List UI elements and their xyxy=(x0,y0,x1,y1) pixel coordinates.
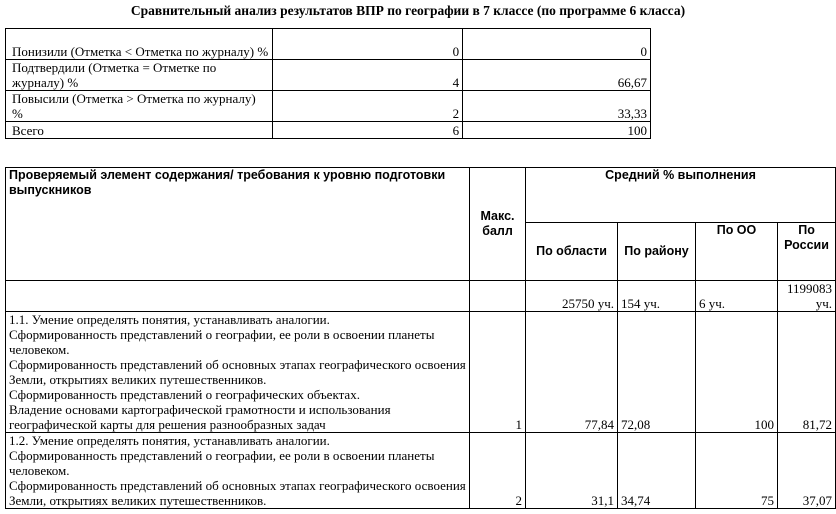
row-percent: 33,33 xyxy=(463,91,651,122)
max-score: 1 xyxy=(470,312,526,433)
element-description: 1.1. Умение определять понятия, устанавливать аналогии. Сформированность представлений о географии, ее роли в освоении планеты человеком. Сформированность представлений об основных этапах географического освоения Земли, открытиях великих путешественников. Сформированность представлений о географических объектах. Владение основами картографической грамотности и использования географической карты для решения разнообразных задач xyxy=(6,312,470,433)
table-row xyxy=(6,60,651,91)
row-label: Подтвердили (Отметка = Отметке по журналу) % xyxy=(6,60,273,91)
total-count: 6 xyxy=(272,122,463,139)
value-region: 77,84 xyxy=(526,312,618,433)
value-russia: 81,72 xyxy=(778,312,836,433)
counts-row xyxy=(6,281,836,312)
table-row xyxy=(6,29,651,60)
header-average: Средний % выполнения xyxy=(526,168,836,223)
row-count: 4 xyxy=(272,60,463,91)
value-school: 75 xyxy=(696,433,778,509)
table-row xyxy=(6,312,836,433)
total-row xyxy=(6,122,651,139)
row-label: Повысили (Отметка > Отметка по журналу) % xyxy=(6,91,273,122)
results-table xyxy=(5,167,836,509)
header-max-score: Макс. балл xyxy=(470,168,526,281)
count-region: 25750 уч. xyxy=(526,281,618,312)
header-region: По области xyxy=(526,223,618,281)
row-percent: 0 xyxy=(463,29,651,60)
summary-table xyxy=(5,28,651,139)
header-school: По ОО xyxy=(696,223,778,281)
table-row xyxy=(6,91,651,122)
value-russia: 37,07 xyxy=(778,433,836,509)
page-title: Сравнительный анализ результатов ВПР по географии в 7 классе (по программе 6 класса) xyxy=(130,3,686,18)
header-district: По району xyxy=(618,223,696,281)
table-row xyxy=(6,433,836,509)
count-russia: 1199083 уч. xyxy=(778,281,836,312)
value-region: 31,1 xyxy=(526,433,618,509)
row-count: 0 xyxy=(272,29,463,60)
value-school: 100 xyxy=(696,312,778,433)
header-element: Проверяемый элемент содержания/ требования к уровню подготовки выпускников xyxy=(6,168,470,281)
value-district: 34,74 xyxy=(618,433,696,509)
value-district: 72,08 xyxy=(618,312,696,433)
element-description: 1.2. Умение определять понятия, устанавливать аналогии. Сформированность представлений о географии, ее роли в освоении планеты человеком. Сформированность представлений об основных этапах географического освоения Земли, открытиях великих путешественников. xyxy=(6,433,470,509)
max-score: 2 xyxy=(470,433,526,509)
total-label: Всего xyxy=(6,122,273,139)
count-school: 6 уч. xyxy=(696,281,778,312)
count-district: 154 уч. xyxy=(618,281,696,312)
row-count: 2 xyxy=(272,91,463,122)
row-label: Понизили (Отметка < Отметка по журналу) % xyxy=(6,29,273,60)
header-russia: По России xyxy=(778,223,836,281)
total-percent: 100 xyxy=(463,122,651,139)
row-percent: 66,67 xyxy=(463,60,651,91)
